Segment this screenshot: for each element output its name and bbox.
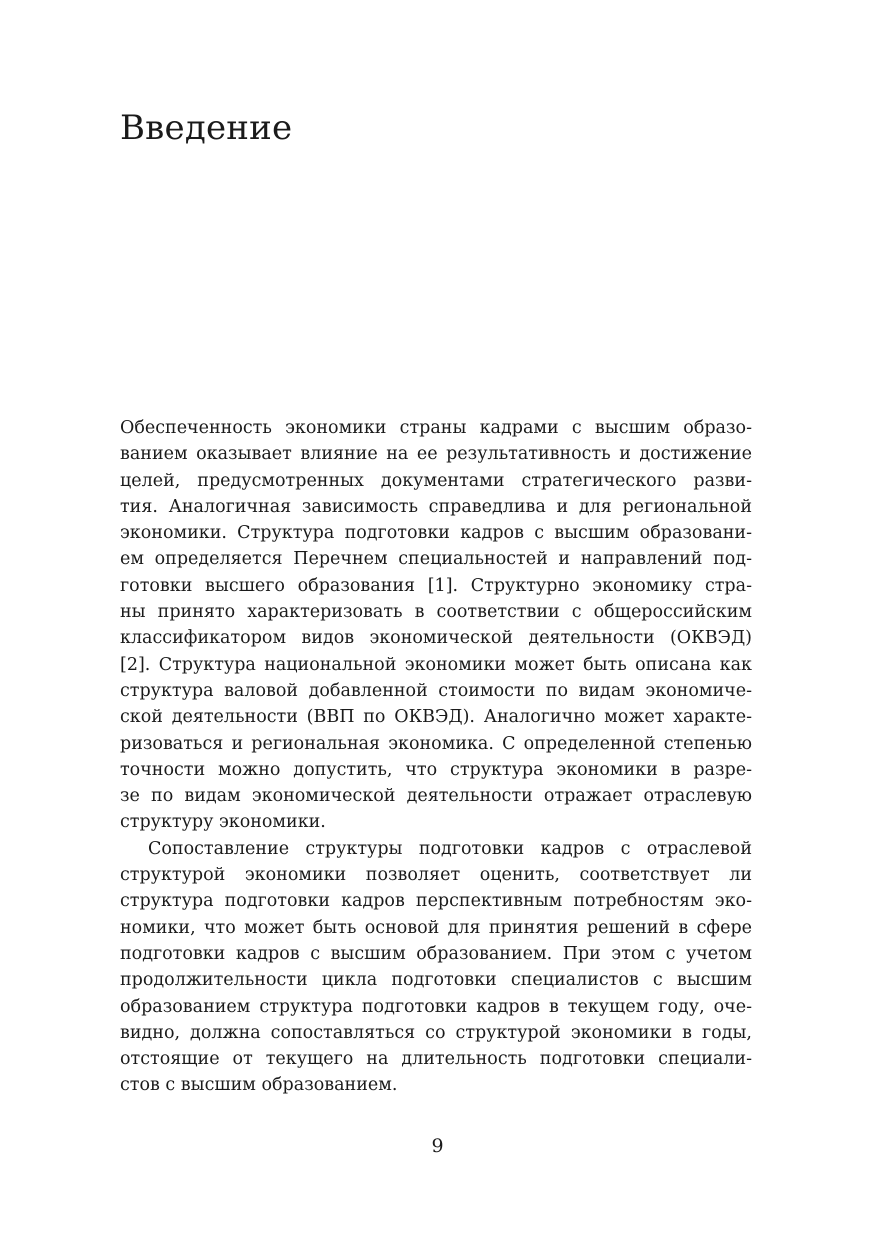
text-line: Обеспеченность экономики страны кадрами с высшим образо- xyxy=(120,418,752,438)
text-line: подготовки кадров с высшим образованием. При этом с учетом xyxy=(120,943,752,964)
text-line: ем определяется Перечнем специальностей и направлений под- xyxy=(120,549,752,570)
text-line: готовки высшего образования [1]. Структурно экономику стра- xyxy=(120,575,752,596)
text-line: номики, что может быть основой для принятия решений в сфере xyxy=(120,917,752,938)
text-line: структурой экономики позволяет оценить, соответствует ли xyxy=(120,865,752,886)
text-line: образованием структура подготовки кадров в текущем году, оче- xyxy=(120,996,752,1017)
body-text xyxy=(120,415,752,1099)
text-line: отстоящие от текущего на длительность подготовки специали- xyxy=(120,1049,752,1070)
text-line: точности можно допустить, что структура экономики в разре- xyxy=(120,759,752,780)
text-line: тия. Аналогичная зависимость справедлива и для региональной xyxy=(120,496,752,517)
paragraph-1 xyxy=(120,415,752,836)
text-line: зе по видам экономической деятельности отражает отраслевую xyxy=(120,786,752,807)
text-line: ны принято характеризовать в соответствии с общероссийским xyxy=(120,602,752,623)
paragraph-2 xyxy=(120,836,752,1099)
text-line: ризоваться и региональная экономика. С определенной степенью xyxy=(120,733,752,754)
text-line: Сопоставление структуры подготовки кадров с отраслевой xyxy=(148,838,752,859)
text-line: структуру экономики. xyxy=(120,812,326,833)
page-title: Введение xyxy=(120,108,293,148)
text-line: целей, предусмотренных документами стратегического разви- xyxy=(120,470,752,491)
text-line: видно, должна сопоставляться со структурой экономики в годы, xyxy=(120,1022,752,1043)
text-line: стов с высшим образованием. xyxy=(120,1075,398,1096)
text-line: [2]. Структура национальной экономики может быть описана как xyxy=(120,654,752,675)
page-number: 9 xyxy=(431,1135,444,1157)
text-line: классификатором видов экономической деятельности (ОКВЭД) xyxy=(120,628,752,649)
text-line: структура подготовки кадров перспективным потребностям эко- xyxy=(120,891,752,912)
text-line: ской деятельности (ВВП по ОКВЭД). Аналогично может характе- xyxy=(120,707,752,728)
text-line: структура валовой добавленной стоимости по видам экономиче- xyxy=(120,680,752,701)
text-line: продолжительности цикла подготовки специалистов с высшим xyxy=(120,970,752,991)
text-line: экономики. Структура подготовки кадров с высшим образовани- xyxy=(120,523,752,544)
text-line: ванием оказывает влияние на ее результативность и достижение xyxy=(120,444,752,465)
